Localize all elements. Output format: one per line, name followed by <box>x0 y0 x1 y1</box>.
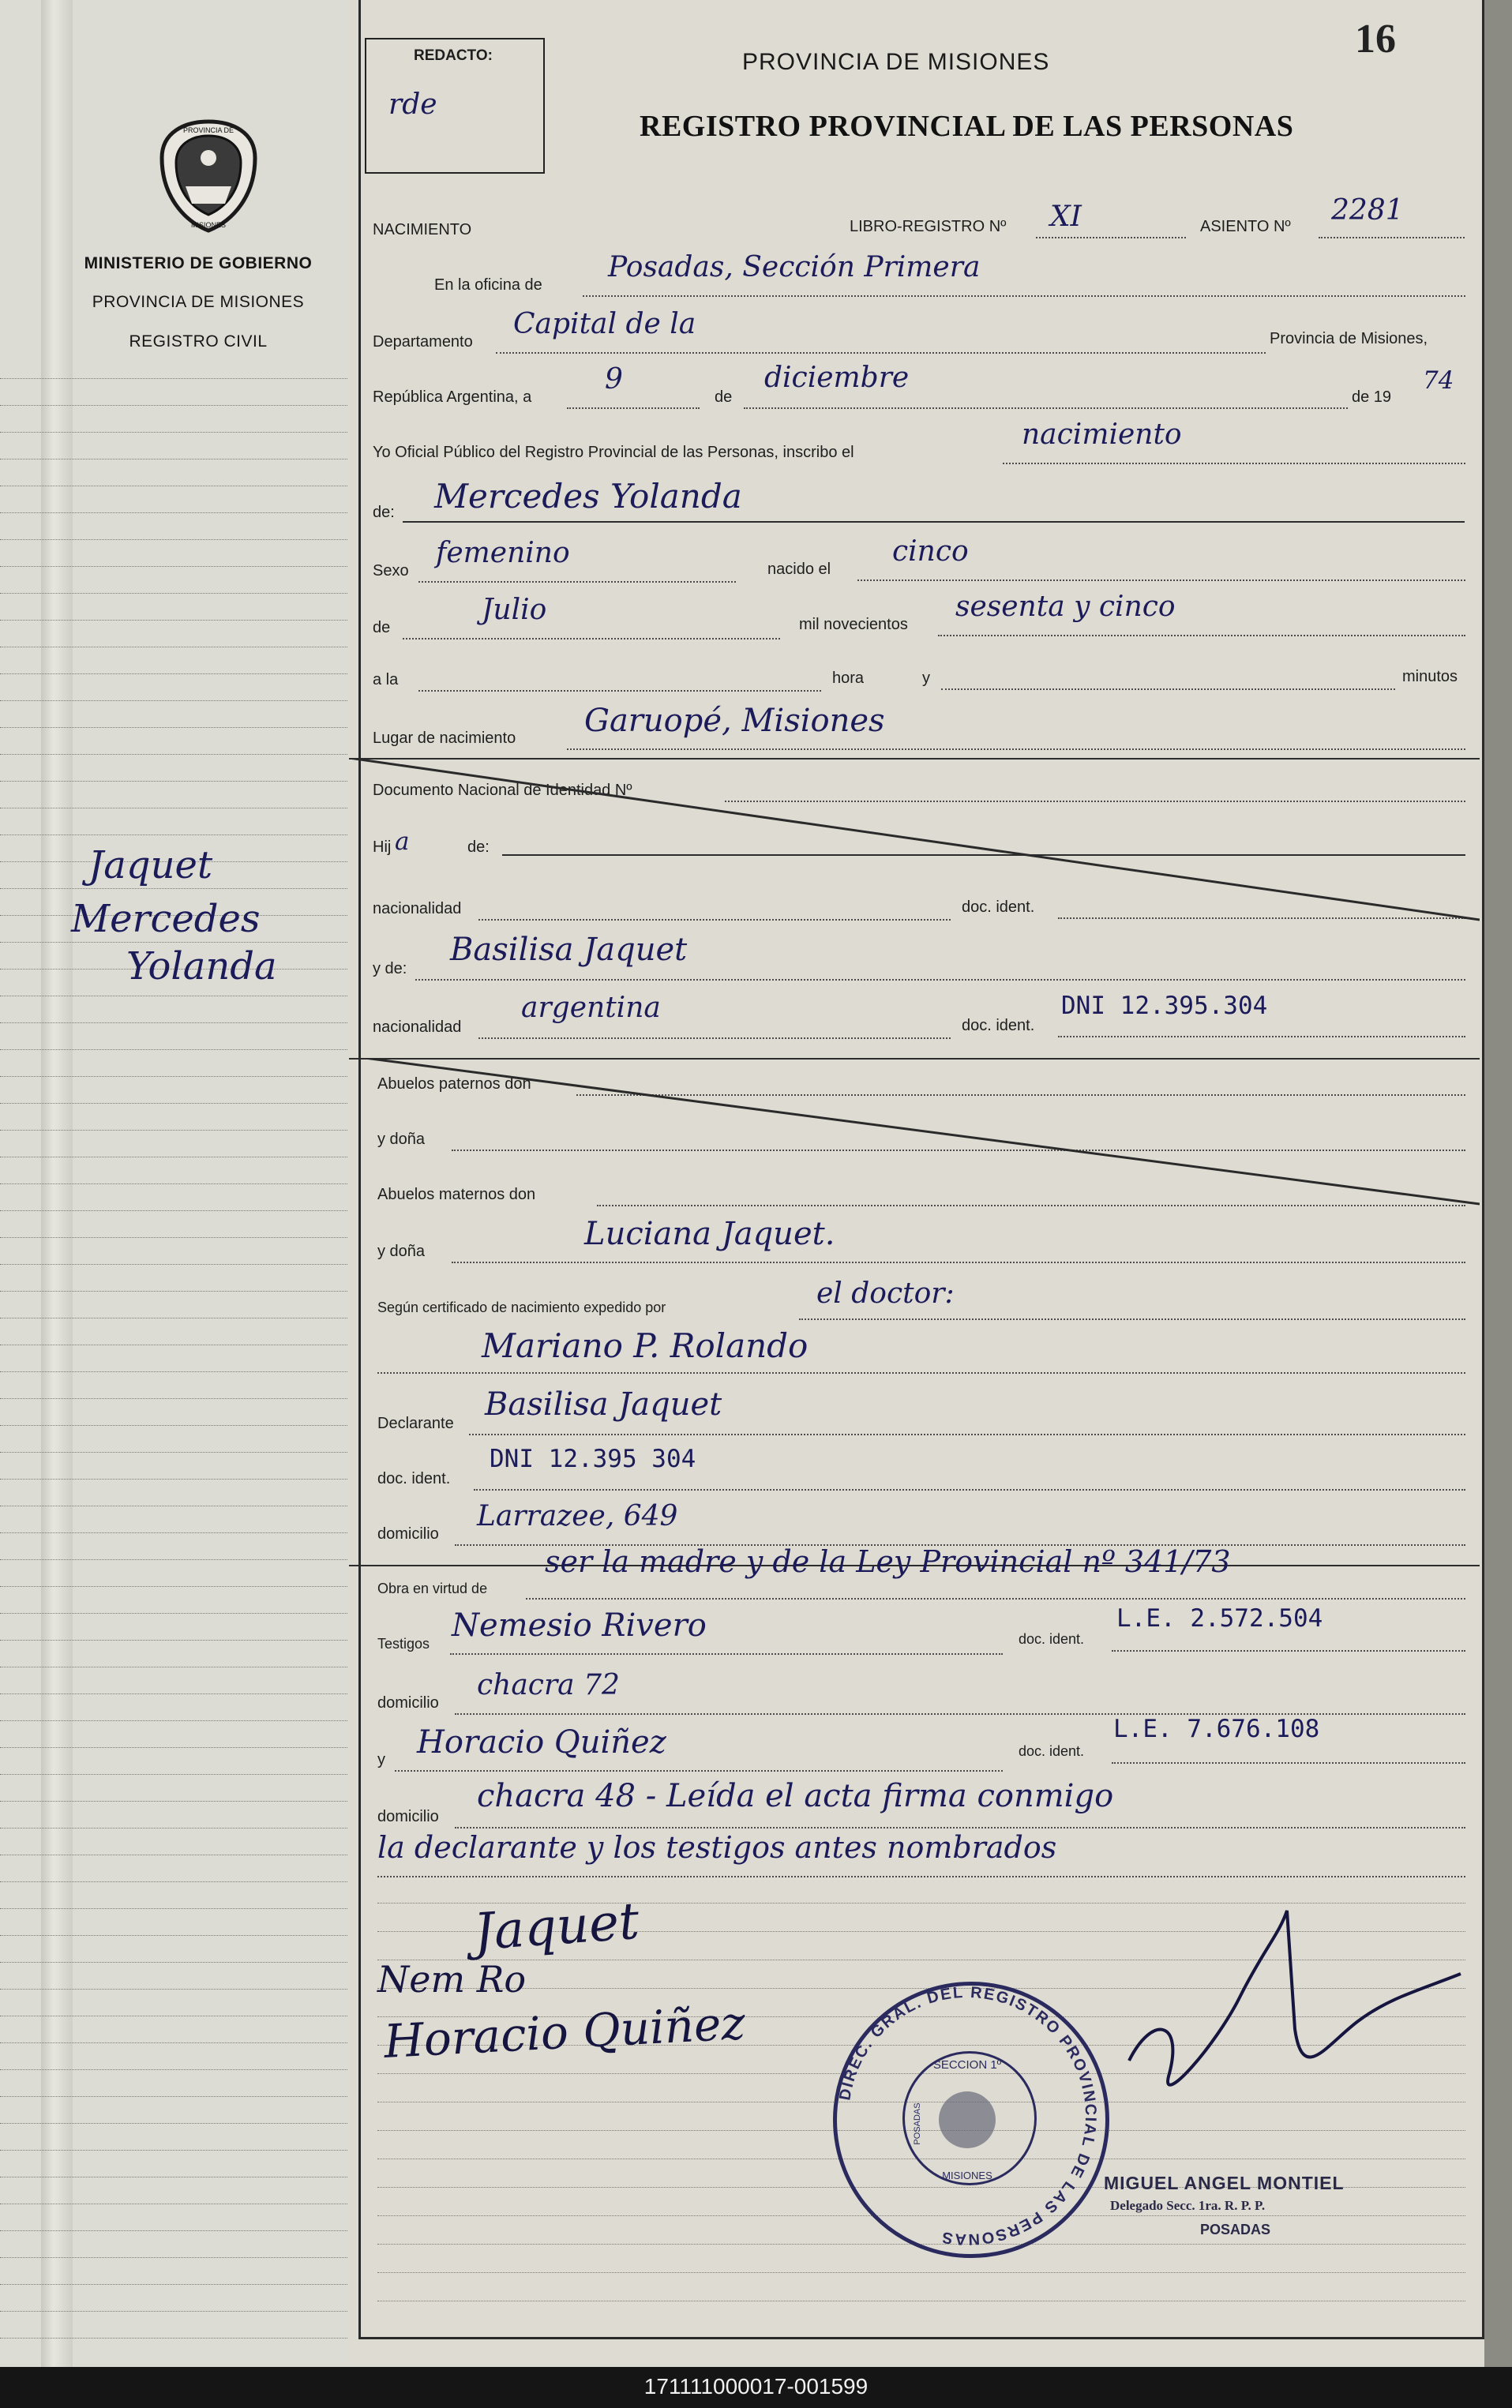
doc-decl-value: DNI 12.395 304 <box>490 1445 696 1473</box>
left-page-rule <box>0 1210 347 1211</box>
signature-testigo1: Nem Ro <box>377 1958 527 2001</box>
testigo1-doc-value: L.E. 2.572.504 <box>1116 1604 1323 1633</box>
lugar-line <box>567 748 1465 750</box>
registry-stamp-text <box>833 1982 1101 2250</box>
testigo2-doc-label: doc. ident. <box>1019 1743 1085 1759</box>
svg-text:SECCION 1º: SECCION 1º <box>932 2058 1002 2072</box>
departamento-line <box>496 352 1266 354</box>
testigo2-dom-value: chacra 48 - Leída el acta firma conmigo <box>477 1778 1114 1814</box>
left-page-rule <box>0 646 347 647</box>
anio-nac-value: sesenta y cinco <box>955 591 1176 623</box>
left-page-rule <box>0 1773 347 1775</box>
nacionalidad-padre-label: nacionalidad <box>373 900 462 917</box>
year-value: 74 <box>1423 366 1454 395</box>
svg-text:PROVINCIA DE: PROVINCIA DE <box>182 126 234 134</box>
left-page-rule <box>0 1800 347 1802</box>
oficial-label: Yo Oficial Público del Registro Provincial de las Personas, inscribo el <box>373 444 854 461</box>
officer-city: POSADAS <box>1200 2222 1271 2237</box>
left-page-rule <box>0 1720 347 1721</box>
mes-nac-value: Julio <box>482 594 547 626</box>
left-page-rule <box>0 1048 347 1050</box>
left-page-rule <box>0 2149 347 2151</box>
officer-title: Delegado Secc. 1ra. R. P. P. <box>1110 2198 1266 2213</box>
obra-line <box>526 1598 1465 1600</box>
left-page-rule <box>0 1693 347 1694</box>
testigo2-doc-value: L.E. 7.676.108 <box>1113 1715 1320 1743</box>
left-page-rule <box>0 1746 347 1748</box>
abuela-m-label: y doña <box>377 1243 426 1260</box>
nac-madre-value: argentina <box>521 992 661 1024</box>
hora-label: hora <box>832 670 865 687</box>
minutos-label: minutos <box>1402 668 1458 685</box>
libro-label: LIBRO-REGISTRO Nº <box>850 218 1007 235</box>
left-page-rule <box>0 2015 347 2016</box>
testigo1-dom-label: domicilio <box>377 1694 439 1712</box>
svg-text:POSADAS: POSADAS <box>913 2102 922 2145</box>
provincial-crest-icon <box>154 117 263 235</box>
testigo2-doc-line <box>1112 1762 1465 1764</box>
year-prefix: de 19 <box>1352 388 1392 406</box>
hijo-value: a <box>395 827 410 856</box>
testigo1-value: Nemesio Rivero <box>452 1607 707 1644</box>
testigos-label: Testigos <box>377 1636 430 1652</box>
y-label: y <box>922 670 930 687</box>
left-page-rule <box>0 2095 347 2097</box>
left-page-rule <box>0 1397 347 1399</box>
abuelos-p-label: Abuelos paternos don <box>377 1075 531 1093</box>
testigo2-dom-line <box>455 1827 1465 1829</box>
closing-line <box>377 1876 1465 1877</box>
left-page-rule <box>0 1451 347 1453</box>
left-page-rule <box>0 941 347 943</box>
left-page-rule <box>0 1183 347 1184</box>
left-page-rule <box>0 1022 347 1023</box>
testigo1-doc-line <box>1112 1650 1465 1652</box>
nacido-line <box>857 579 1465 581</box>
y2-label: y <box>377 1751 385 1768</box>
oficina-line <box>583 295 1465 297</box>
libro-value: XI <box>1050 201 1082 233</box>
segun-line <box>799 1318 1465 1320</box>
sexo-value: femenino <box>436 537 570 569</box>
redacto-box <box>365 38 545 174</box>
doc-madre-line <box>1058 1036 1465 1037</box>
month-value: diciembre <box>764 362 910 394</box>
left-page-rule <box>0 431 347 433</box>
left-page-rule <box>0 2122 347 2124</box>
day-line <box>567 407 700 409</box>
de-nombre-label: de: <box>373 504 395 521</box>
left-page-rule <box>0 995 347 996</box>
testigo1-line <box>450 1653 1003 1655</box>
cancellation-line-1 <box>349 758 1480 924</box>
left-page-rule <box>0 807 347 808</box>
milnov-label: mil novecientos <box>799 616 908 633</box>
hijo-label: Hij <box>373 838 392 856</box>
obra-value: ser la madre y de la Ley Provincial nº 341/73 <box>545 1544 1231 1579</box>
domicilio-decl-value: Larrazee, 649 <box>477 1500 678 1532</box>
left-page-rule <box>0 1371 347 1372</box>
margin-note-name1: Mercedes <box>71 897 261 941</box>
left-page-rule <box>0 377 347 379</box>
left-page-rule <box>0 1639 347 1641</box>
left-page-rule <box>0 1612 347 1614</box>
doc-madre-value: DNI 12.395.304 <box>1061 992 1268 1020</box>
left-page-rule <box>0 2042 347 2043</box>
left-page-rule <box>0 1129 347 1131</box>
nac-madre-line <box>478 1037 951 1039</box>
declarante-label: Declarante <box>377 1415 454 1432</box>
svg-text:MISIONES: MISIONES <box>942 2170 992 2181</box>
left-page-rule <box>0 619 347 621</box>
left-page-rule <box>0 592 347 594</box>
sexo-line <box>418 581 736 583</box>
declarante-line <box>469 1434 1465 1435</box>
nacimiento-label: NACIMIENTO <box>373 221 472 238</box>
abuelo-m-line <box>597 1205 1465 1206</box>
docident-madre-label: doc. ident. <box>962 1017 1035 1034</box>
left-page-rule <box>0 404 347 406</box>
left-page-rule <box>0 1907 347 1909</box>
docident-padre-label: doc. ident. <box>962 898 1035 916</box>
nacido-label: nacido el <box>767 561 831 578</box>
asiento-line <box>1319 237 1465 238</box>
abuela-p-label: y doña <box>377 1131 426 1148</box>
margin-note-name2: Yolanda <box>126 944 277 988</box>
domicilio-decl-label: domicilio <box>377 1525 439 1543</box>
left-page-rule <box>0 538 347 540</box>
mes-nac-line <box>403 638 780 640</box>
left-page-rule <box>0 1236 347 1238</box>
margin-note-surname: Jaquet <box>88 843 213 887</box>
documento-label: Documento Nacional de Identidad Nº <box>373 782 632 799</box>
left-page-rule <box>0 780 347 782</box>
left-page-rule <box>0 753 347 755</box>
left-page-rule <box>0 2230 347 2231</box>
left-page-rule <box>0 673 347 674</box>
provincia-suffix: Provincia de Misiones, <box>1270 330 1428 347</box>
left-page-rule <box>0 1854 347 1855</box>
left-page-rule <box>0 1102 347 1104</box>
left-page-rule <box>0 1558 347 1560</box>
left-page-rule <box>0 1156 347 1157</box>
left-page-rule <box>0 1505 347 1506</box>
nacionalidad-madre-label: nacionalidad <box>373 1018 462 1036</box>
anio-nac-line <box>938 635 1465 636</box>
day-value: 9 <box>605 363 623 396</box>
redacto-value: rde <box>388 88 437 121</box>
segun-value: el doctor: <box>816 1277 955 1310</box>
left-page-rule <box>0 485 347 486</box>
hora-line <box>418 690 821 692</box>
nacido-value: cinco <box>892 535 969 568</box>
testigo1-dom-value: chacra 72 <box>477 1669 620 1701</box>
departamento-value: Capital de la <box>513 308 696 340</box>
left-page-rule <box>0 565 347 567</box>
officer-name: MIGUEL ANGEL MONTIEL <box>1104 2173 1345 2193</box>
left-page-rule <box>0 1344 347 1345</box>
testigo2-line <box>395 1770 1003 1772</box>
doctor-value: Mariano P. Rolando <box>482 1326 809 1365</box>
segun-label: Según certificado de nacimiento expedido por <box>377 1300 666 1315</box>
left-page-rule <box>0 1075 347 1077</box>
page-edge <box>1484 0 1512 2367</box>
ministry-registry: REGISTRO CIVIL <box>129 332 268 351</box>
registry-title: REGISTRO PROVINCIAL DE LAS PERSONAS <box>640 110 1294 143</box>
left-page-rule <box>0 887 347 889</box>
left-page-rule <box>0 458 347 459</box>
province-title: PROVINCIA DE MISIONES <box>742 49 1050 75</box>
signature-rule <box>377 2272 1465 2273</box>
signature-declarante: Jaquet <box>471 1892 641 1963</box>
month-line <box>744 407 1348 409</box>
oficina-value: Posadas, Sección Primera <box>608 251 981 283</box>
left-page-rule <box>0 1317 347 1318</box>
svg-text:DIREC. GRAL. DEL REGISTRO PROV: DIREC. GRAL. DEL REGISTRO PROVINCIAL DE LAS PERSONAS <box>836 1983 1100 2249</box>
de-mes-label: de <box>373 619 391 636</box>
left-page-rule <box>0 2310 347 2312</box>
madre-line <box>415 979 1465 981</box>
left-page-rule <box>0 2256 347 2258</box>
lugar-label: Lugar de nacimiento <box>373 730 516 747</box>
oficial-value: nacimiento <box>1022 418 1182 451</box>
left-page-rule <box>0 1478 347 1480</box>
testigo2-dom-label: domicilio <box>377 1808 439 1825</box>
doc-decl-label: doc. ident. <box>377 1470 451 1487</box>
left-page-rule <box>0 1988 347 1990</box>
republica-label: República Argentina, a <box>373 388 532 406</box>
left-page-rule <box>0 1666 347 1667</box>
declarante-value: Basilisa Jaquet <box>485 1386 722 1423</box>
left-page-rule <box>0 1881 347 1882</box>
sexo-label: Sexo <box>373 562 409 579</box>
abuelos-m-label: Abuelos maternos don <box>377 1186 536 1203</box>
departamento-label: Departamento <box>373 333 473 351</box>
minutos-line <box>941 688 1395 690</box>
nombre-line <box>403 521 1465 523</box>
testigo1-doc-label: doc. ident. <box>1019 1631 1085 1647</box>
left-page-rule <box>0 1263 347 1265</box>
abuela-m-value: Luciana Jaquet. <box>584 1216 835 1252</box>
image-identifier: 171111000017-001599 <box>643 2374 869 2399</box>
page-number: 16 <box>1355 17 1396 62</box>
redacto-label: REDACTO: <box>414 47 493 64</box>
left-page-rule <box>0 512 347 513</box>
left-page-rule <box>0 2203 347 2204</box>
obra-label: Obra en virtud de <box>377 1581 488 1596</box>
left-page-rule <box>0 2069 347 2070</box>
asiento-value: 2281 <box>1331 194 1404 227</box>
signature-officer-icon <box>1121 1903 1469 2132</box>
nombre-value: Mercedes Yolanda <box>434 477 742 516</box>
left-page-rule <box>0 726 347 728</box>
ydepadre-label: y de: <box>373 960 407 977</box>
de-label: de <box>715 388 733 406</box>
asiento-label: ASIENTO Nº <box>1200 218 1291 235</box>
doctor-line <box>377 1372 1465 1374</box>
left-page-rule <box>0 1934 347 1936</box>
madre-value: Basilisa Jaquet <box>450 932 688 968</box>
lugar-value: Garuopé, Misiones <box>584 703 885 739</box>
ministry-name: MINISTERIO DE GOBIERNO <box>84 254 313 272</box>
left-page-rule <box>0 1827 347 1829</box>
left-page-rule <box>0 834 347 835</box>
oficina-label: En la oficina de <box>434 276 542 294</box>
signature-testigo2: Horacio Quiñez <box>382 1996 747 2069</box>
oficial-line <box>1003 463 1465 464</box>
closing-value: la declarante y los testigos antes nombrados <box>377 1830 1057 1865</box>
ala-label: a la <box>373 671 399 688</box>
doc-decl-line <box>474 1489 1465 1491</box>
ministry-province: PROVINCIA DE MISIONES <box>92 293 305 311</box>
left-page-rule <box>0 1424 347 1426</box>
abuela-m-line <box>452 1262 1465 1263</box>
testigo2-value: Horacio Quiñez <box>417 1724 666 1761</box>
left-page-rule <box>0 700 347 701</box>
left-page-rule <box>0 2176 347 2177</box>
left-page-rule <box>0 2283 347 2285</box>
hijo-suffix: de: <box>467 838 490 856</box>
left-page-rule <box>0 1532 347 1533</box>
left-page-rule <box>0 2337 347 2339</box>
left-page-rule <box>0 1290 347 1292</box>
libro-line <box>1036 237 1186 238</box>
left-page-rule <box>0 1961 347 1963</box>
svg-text:MISIONES: MISIONES <box>190 221 227 229</box>
left-page-rule <box>0 1585 347 1587</box>
